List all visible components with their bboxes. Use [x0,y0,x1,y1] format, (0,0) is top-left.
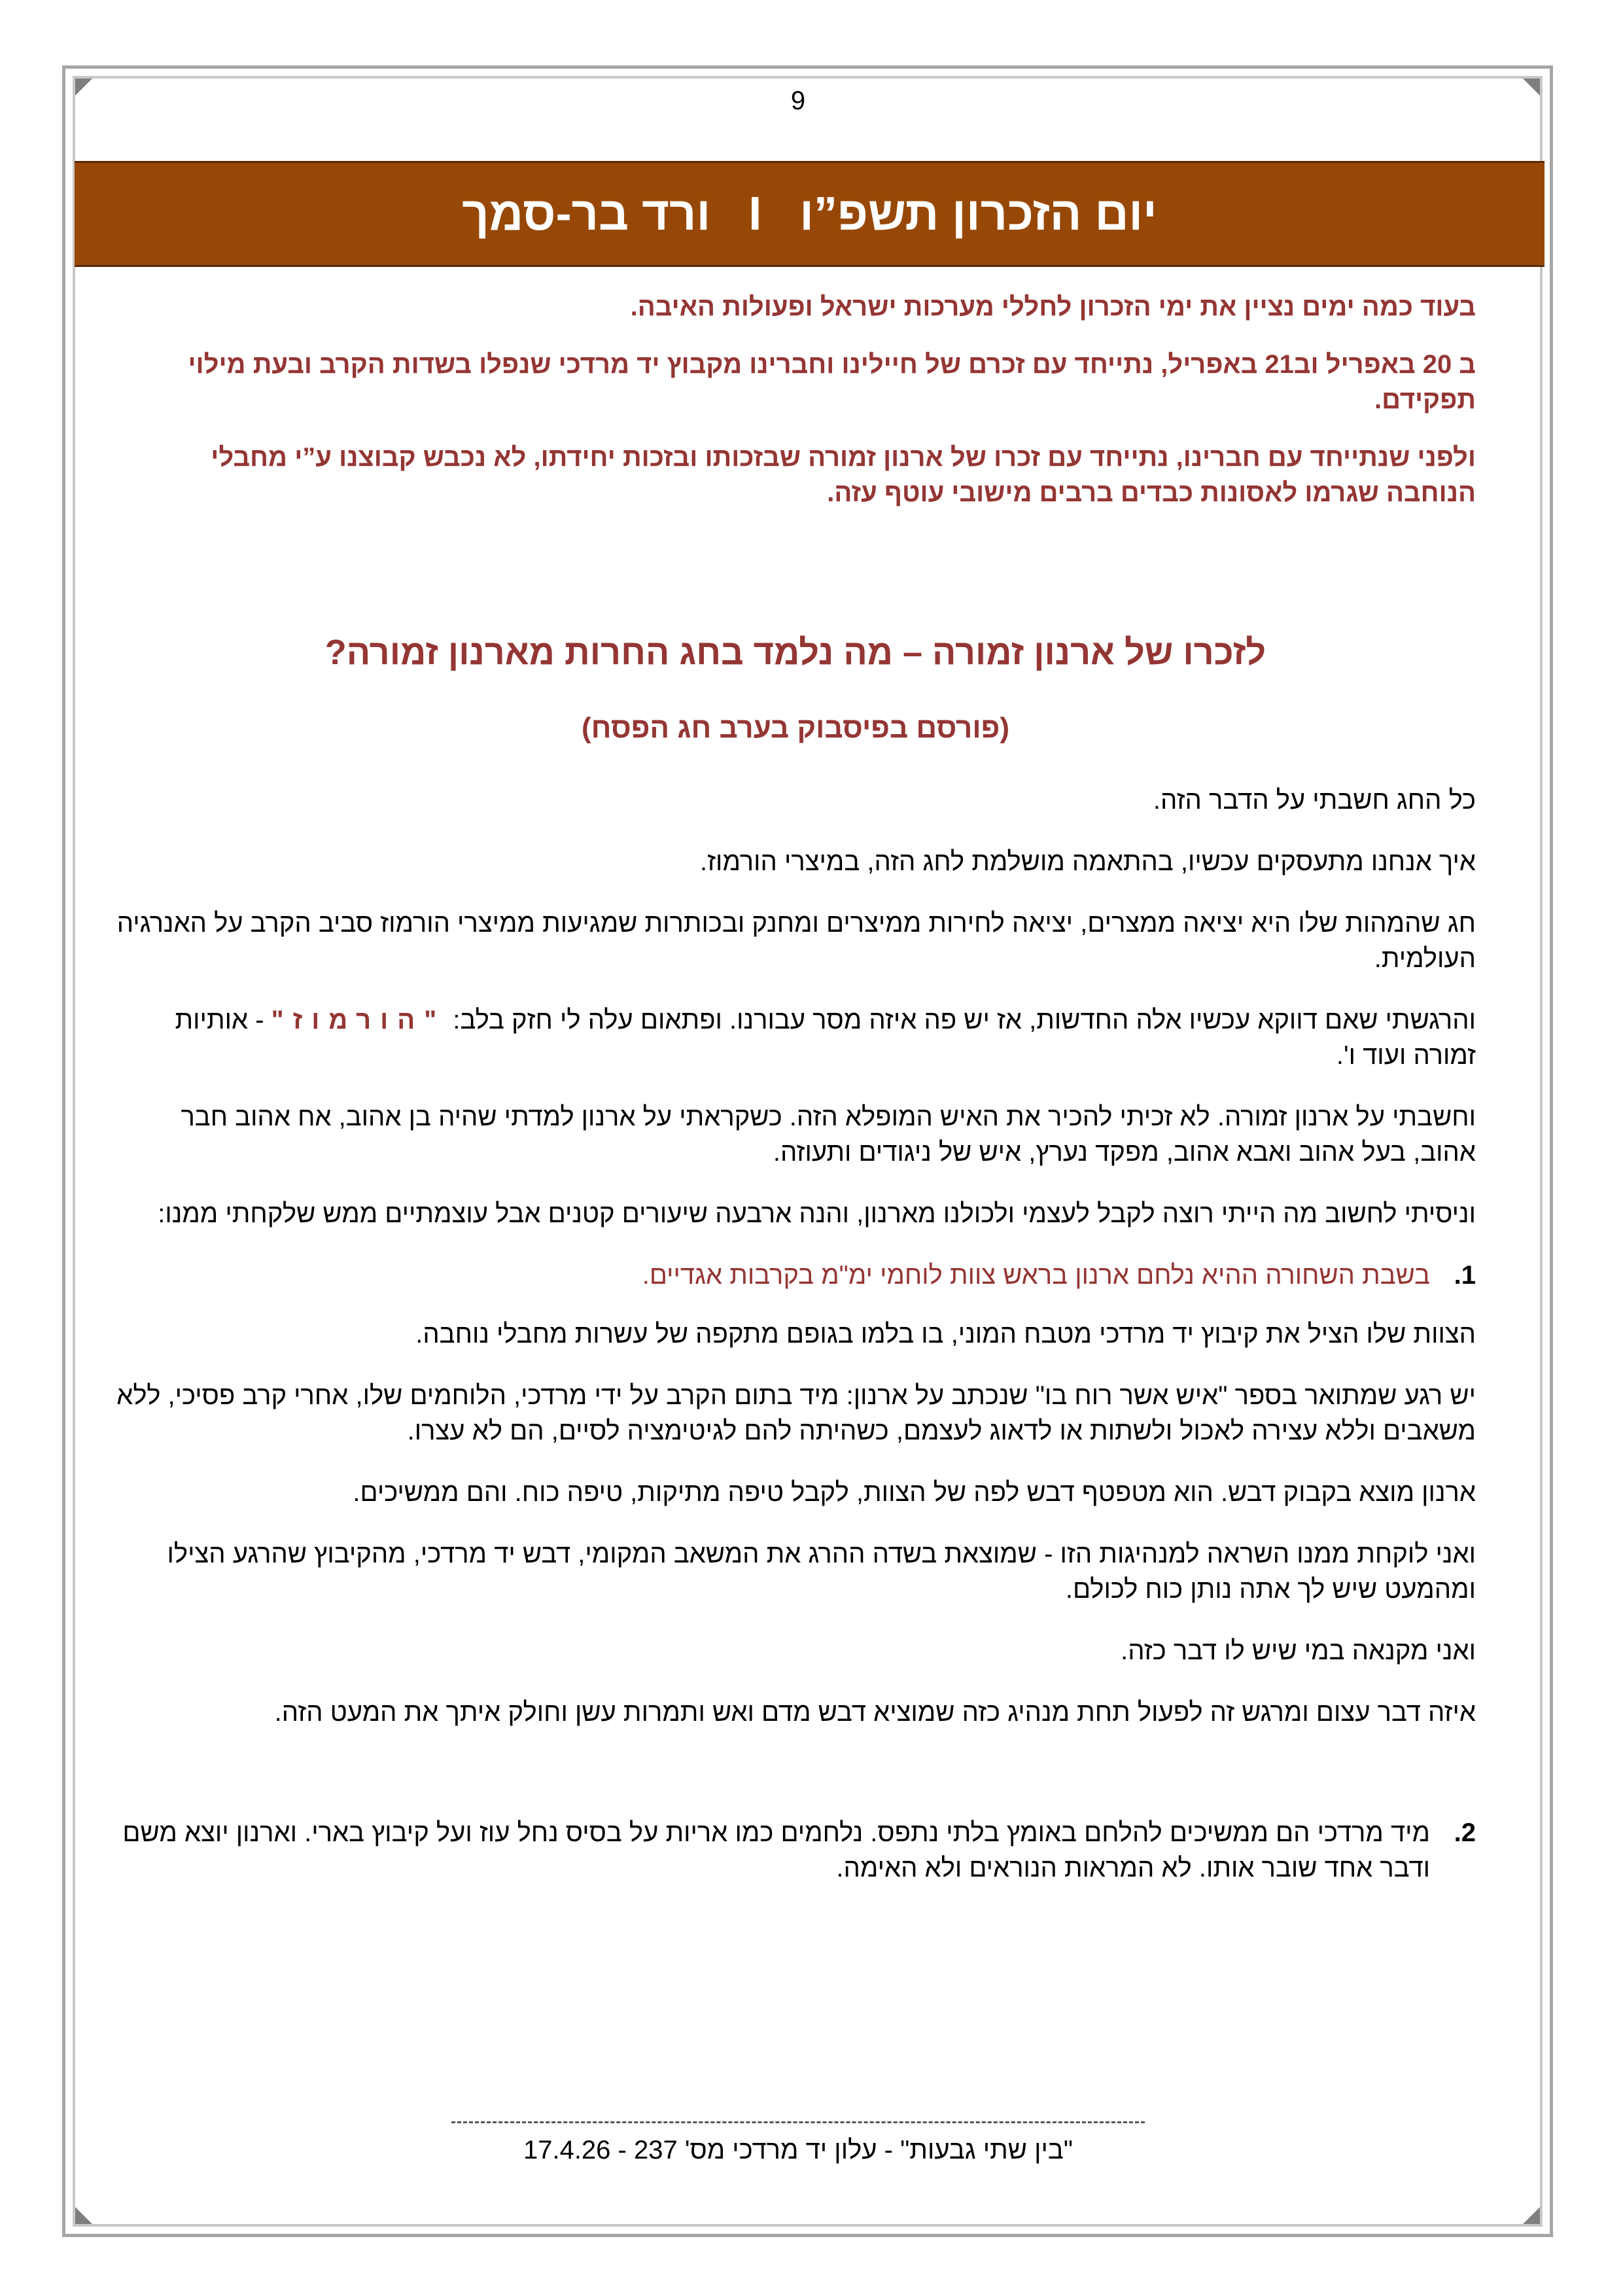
intro-paragraph: בעוד כמה ימים נציין את ימי הזכרון לחללי מערכות ישראל ופעולות האיבה. [630,292,1476,321]
body-paragraph: ארנון מוצא בקבוק דבש. הוא מטפטף דבש לפה של הצוות, לקבל טיפה מתיקות, טיפה כוח. והם ממשיכים. [353,1478,1476,1507]
item-text: בשבת השחורה ההיא נלחם ארנון בראש צוות לוחמי ימ"מ בקרבות אגדיים. [642,1261,1430,1290]
body-paragraph: וניסיתי לחשוב מה הייתי רוצה לקבל לעצמי ולכולנו מארנון, והנה ארבעה שיעורים קטנים אבל עוצמתיים ממש שלקחתי ממנו: [158,1199,1476,1228]
article-body [115,783,1476,1886]
body-paragraph: יש רגע שמתואר בספר "איש אשר רוח בו" שנכתב על ארנון: מיד בתום הקרב על ידי מרדכי, הלוחמים שלו, אחרי קרב פסיכי, ללא משאבים וללא עצירה לאכול ולשתות או לדאוג לעצמם, כשהיתה להם לגיטימציה לסיים, הם לא עצרו. [116,1381,1476,1445]
numbered-item [115,1815,1476,1886]
body-paragraph: ואני לוקחת ממנו השראה למנהיגות הזו - שמוצאת בשדה ההרג את המשאב המקומי, דבש יד מרדכי, מהקיבוץ שהרגע הצילו ומהמעט שיש לך אתה נותן כוח לכולם. [167,1540,1476,1604]
article-subheadline: (פורסם בפיסבוק בערב חג הפסח) [581,712,1010,744]
item-number: 1. [1454,1261,1476,1290]
banner-title: יום הזכרון תשפ”ו [799,188,1157,240]
article-headline: לזכרו של ארנון זמורה – מה נלמד בחג החרות מארנון זמורה? [324,633,1266,672]
body-paragraph: וחשבתי על ארנון זמורה. לא זכיתי להכיר את האיש המופלא הזה. כשקראתי על ארנון למדתי שהיה בן אהוב, אח אהוב חבר אהוב, בעל אהוב ואבא אהוב, מפקד נערץ, איש של ניגודים ותעוזה. [181,1103,1476,1167]
body-paragraph: הצוות שלו הציל את קיבוץ יד מרדכי מטבח המוני, בו בלמו בגופם מתקפה של עשרות מחבלי נוחבה. [415,1320,1476,1349]
footer-text: "בין שתי גבעות" - עלון יד מרדכי מס' 237 - 17.4.26 [523,2136,1073,2164]
corner-ornament [1523,79,1540,96]
corner-ornament [75,79,92,96]
body-paragraph [115,1002,1476,1073]
body-paragraph: איך אנחנו מתעסקים עכשיו, בהתאמה מושלמת לחג הזה, במיצרי הורמוז. [700,847,1476,876]
corner-ornament [75,2207,92,2224]
banner-author: ורד בר-סמך [462,188,711,240]
hormuz-highlight: "הורמוז" [271,1006,446,1034]
title-banner [75,161,1544,267]
item-number: 2. [1454,1818,1476,1847]
banner-separator: I [748,188,762,240]
body-text: והרגשתי שאם דווקא עכשיו אלה החדשות, אז יש פה איזה מסר עבורנו. ופתאום עלה לי חזק בלב: [445,1006,1476,1034]
corner-ornament [1523,2207,1540,2224]
intro-section [115,281,1476,510]
body-text: - אותיות זמורה ועוד ו'. [175,1006,1476,1070]
intro-paragraph: ב 20 באפריל וב21 באפריל, נתייחד עם זכרם של חיילינו וחברינו מקבוץ יד מרדכי שנפלו בשדות הקרב ובעת מילוי תפקידם. [188,350,1476,414]
body-paragraph: ואני מקנאה במי שיש לו דבר כזה. [1121,1636,1476,1665]
body-paragraph: איזה דבר עצום ומרגש זה לפעול תחת מנהיג כזה שמוציא דבש מדם ואש ותמרות עשן וחולק איתך את המעט הזה. [274,1698,1476,1727]
body-paragraph: חג שהמהות שלו היא יציאה ממצרים, יציאה לחירות ממיצרים ומחנק ובכותרות שמגיעות ממיצרי הורמוז סביב הקרב על האנרגיה העולמית. [116,909,1476,973]
item-text: מיד מרדכי הם ממשיכים להלחם באומץ בלתי נתפס. נלחמים כמו אריות על בסיס נחל עוז ועל קיבוץ בארי. וארנון יוצא משם ודבר אחד שובר אותו. לא המראות הנוראים ולא האימה. [122,1818,1430,1882]
footer-divider [451,2121,1145,2123]
page-number: 9 [790,86,806,115]
banner-text [462,187,1157,241]
intro-paragraph: ולפני שנתייחד עם חברינו, נתייחד עם זכרו של ארנון זמורה שבזכותו ובזכות יחידתו, לא נכבש קבוצנו ע”י מחבלי הנוחבה שגרמו לאסונות כבדים ברבים מישובי עוטף עזה. [211,443,1476,507]
body-paragraph: כל החג חשבתי על הדבר הזה. [1153,786,1476,815]
numbered-item [115,1258,1476,1293]
